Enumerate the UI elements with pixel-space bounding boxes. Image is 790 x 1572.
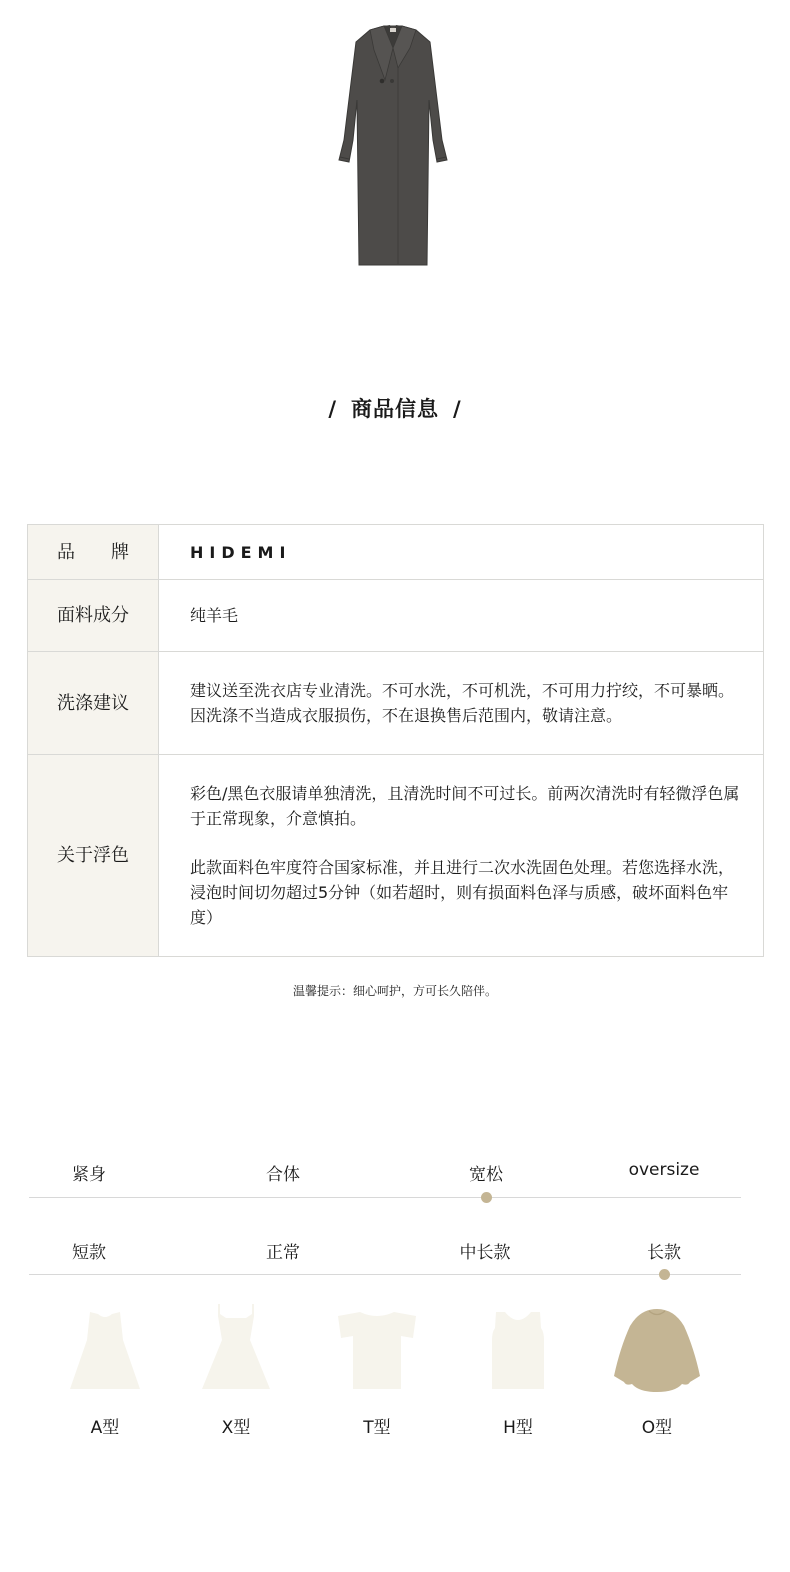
length-scale-track <box>29 1274 741 1275</box>
silhouette-label-selected: O型 <box>641 1418 673 1438</box>
info-row-washing <box>28 652 764 755</box>
fabric-value: 纯羊毛 <box>159 580 764 652</box>
washing-value: 建议送至洗衣店专业清洗。不可水洗，不可机洗，不可用力拧绞，不可暴晒。因洗涤不当造成衣服损伤，不在退换售后范围内，敬请注意。 <box>159 652 764 755</box>
a-line-dress-icon <box>50 1300 160 1394</box>
fit-scale-marker <box>481 1192 492 1203</box>
title-slash-right: / <box>453 397 462 421</box>
title-slash-left: / <box>328 397 337 421</box>
info-label: 面料成分 <box>28 580 159 652</box>
x-line-dress-icon <box>181 1300 291 1394</box>
info-row-brand <box>28 525 764 580</box>
length-scale-marker <box>659 1269 670 1280</box>
silhouette-label: H型 <box>503 1418 533 1438</box>
fit-option: 紧身 <box>72 1165 106 1185</box>
info-label: 洗涤建议 <box>28 652 159 755</box>
color-bleed-paragraph: 此款面料色牢度符合国家标准，并且进行二次水洗固色处理。若您选择水洗，浸泡时间切勿超过5分钟（如若超时，则有损面料色泽与质感，破坏面料色牢度） <box>190 858 735 927</box>
product-info-table <box>27 524 764 957</box>
fit-scale <box>0 1160 790 1186</box>
length-option: 中长款 <box>459 1243 511 1263</box>
info-label: 品 牌 <box>28 525 159 580</box>
silhouette-label: X型 <box>221 1418 251 1438</box>
color-bleed-value <box>159 755 764 957</box>
fit-scale-track <box>29 1197 741 1198</box>
silhouette-label: A型 <box>90 1418 120 1438</box>
fit-option-selected: 宽松 <box>469 1165 503 1185</box>
section-title-text: 商品信息 <box>351 397 439 421</box>
info-row-fabric <box>28 580 764 652</box>
o-line-coat-icon <box>602 1300 712 1394</box>
section-title <box>0 393 790 423</box>
length-option: 正常 <box>266 1243 300 1263</box>
product-coat-image <box>330 20 456 270</box>
length-option: 短款 <box>72 1243 106 1263</box>
color-bleed-paragraph: 彩色/黑色衣服请单独清洗，且清洗时间不可过长。前两次清洗时有轻微浮色属于正常现象，介意慎拍。 <box>190 784 740 828</box>
length-scale <box>0 1238 790 1264</box>
silhouette-label: T型 <box>363 1418 391 1438</box>
brand-value: HIDEMI <box>159 525 764 580</box>
t-shirt-icon <box>322 1300 432 1394</box>
length-option-selected: 长款 <box>647 1243 681 1263</box>
fit-option: oversize <box>628 1160 700 1180</box>
fit-option: 合体 <box>266 1165 300 1185</box>
h-line-tank-icon <box>463 1300 573 1394</box>
care-tip: 温馨提示：细心呵护，方可长久陪伴。 <box>292 984 497 998</box>
info-label: 关于浮色 <box>28 755 159 957</box>
info-row-color-bleed <box>28 755 764 957</box>
